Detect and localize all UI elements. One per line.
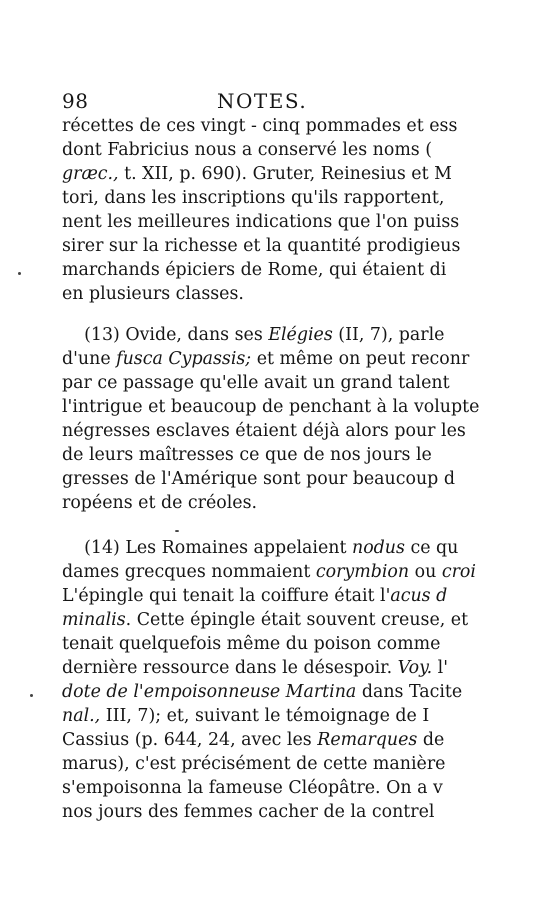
text-line bbox=[62, 282, 539, 306]
page-header bbox=[62, 89, 482, 115]
text-run: l'intrigue et beaucoup de penchant à la volupte bbox=[62, 397, 480, 417]
text-line bbox=[62, 347, 539, 371]
italic-text: minalis bbox=[62, 610, 126, 630]
text-run: dames grecques nommaient bbox=[62, 562, 316, 582]
text-line bbox=[62, 680, 539, 704]
text-line bbox=[62, 443, 539, 467]
text-run: d'une bbox=[62, 349, 117, 369]
text-run: dernière ressource dans le désespoir. bbox=[62, 658, 398, 678]
text-run: nos jours des femmes cacher de la contrel bbox=[62, 802, 435, 822]
text-line bbox=[62, 776, 539, 800]
text-run: par ce passage qu'elle avait un grand talent bbox=[62, 373, 450, 393]
text-line bbox=[62, 234, 539, 258]
text-line bbox=[62, 584, 539, 608]
text-line bbox=[62, 752, 539, 776]
text-run: ropéens et de créoles. bbox=[62, 493, 258, 513]
text-run: t. XII, p. 690). Gruter, Reinesius et M bbox=[118, 164, 452, 184]
text-line bbox=[62, 608, 539, 632]
text-line bbox=[62, 138, 539, 162]
text-run: sirer sur la richesse et la quantité prodigieus bbox=[62, 236, 461, 256]
italic-text: nal., bbox=[62, 706, 101, 726]
text-run: (14) Les Romaines appelaient bbox=[62, 538, 352, 558]
text-line bbox=[62, 419, 539, 443]
text-run: négresses esclaves étaient déjà alors pour les bbox=[62, 421, 466, 441]
text-run: (II, 7), parle bbox=[332, 325, 445, 345]
italic-text: corymbion bbox=[315, 562, 410, 582]
text-line bbox=[62, 395, 539, 419]
italic-text: dote de l'empoisonneuse Martina bbox=[62, 682, 357, 702]
italic-text: croi bbox=[441, 562, 476, 582]
text-run: en plusieurs classes. bbox=[62, 284, 244, 304]
text-run: dans Tacite bbox=[356, 682, 463, 702]
italic-text: nodus bbox=[352, 538, 405, 558]
text-run: tenait quelquefois même du poison comme bbox=[62, 634, 441, 654]
text-run: . Cette épingle était souvent creuse, et bbox=[125, 610, 469, 630]
text-run: ce qu bbox=[404, 538, 459, 558]
text-run: s'empoisonna la fameuse Cléopâtre. On a v bbox=[62, 778, 443, 798]
text-line bbox=[62, 491, 539, 515]
text-line bbox=[62, 258, 539, 282]
text-line bbox=[62, 323, 539, 347]
margin-speck bbox=[18, 272, 21, 275]
text-line bbox=[62, 800, 539, 824]
italic-text: Elégies bbox=[268, 325, 333, 345]
text-run: tori, dans les inscriptions qu'ils rapportent, bbox=[62, 188, 445, 208]
text-line bbox=[62, 536, 539, 560]
text-run: de bbox=[417, 730, 445, 750]
text-run: dont Fabricius nous a conservé les noms ( bbox=[62, 140, 433, 160]
text-run: l' bbox=[432, 658, 449, 678]
text-line bbox=[62, 728, 539, 752]
paragraph-note-13 bbox=[62, 323, 539, 515]
text-line bbox=[62, 114, 539, 138]
running-head: NOTES. bbox=[217, 89, 308, 113]
ink-speck bbox=[175, 530, 179, 532]
italic-text: Remarques bbox=[317, 730, 418, 750]
text-run: L'épingle qui tenait la coiffure était l' bbox=[62, 586, 391, 606]
text-run: Cassius (p. 644, 24, avec les bbox=[62, 730, 318, 750]
text-line bbox=[62, 704, 539, 728]
text-run: et même on peut reconr bbox=[251, 349, 470, 369]
text-run: marus), c'est précisément de cette manière bbox=[62, 754, 446, 774]
paragraph-note-continuation bbox=[62, 114, 539, 306]
text-run: ou bbox=[409, 562, 442, 582]
text-run: (13) Ovide, dans ses bbox=[62, 325, 269, 345]
text-run: III, 7); et, suivant le témoignage de I bbox=[100, 706, 430, 726]
italic-text: Voy. bbox=[397, 658, 433, 678]
margin-speck bbox=[30, 694, 33, 697]
paragraph-note-14 bbox=[62, 536, 539, 824]
text-run: gresses de l'Amérique sont pour beaucoup d bbox=[62, 469, 455, 489]
text-run: récettes de ces vingt - cinq pommades et ess bbox=[62, 116, 458, 136]
text-line bbox=[62, 632, 539, 656]
text-line bbox=[62, 656, 539, 680]
text-run: nent les meilleures indications que l'on puiss bbox=[62, 212, 460, 232]
text-run: marchands épiciers de Rome, qui étaient di bbox=[62, 260, 447, 280]
italic-text: fusca Cypassis; bbox=[116, 349, 252, 369]
text-line bbox=[62, 560, 539, 584]
text-line bbox=[62, 371, 539, 395]
italic-text: acus d bbox=[390, 586, 448, 606]
text-line bbox=[62, 162, 539, 186]
text-line bbox=[62, 467, 539, 491]
text-line bbox=[62, 186, 539, 210]
italic-text: græc., bbox=[62, 164, 119, 184]
text-run: de leurs maîtresses ce que de nos jours le bbox=[62, 445, 432, 465]
text-line bbox=[62, 210, 539, 234]
page-number: 98 bbox=[62, 89, 89, 113]
